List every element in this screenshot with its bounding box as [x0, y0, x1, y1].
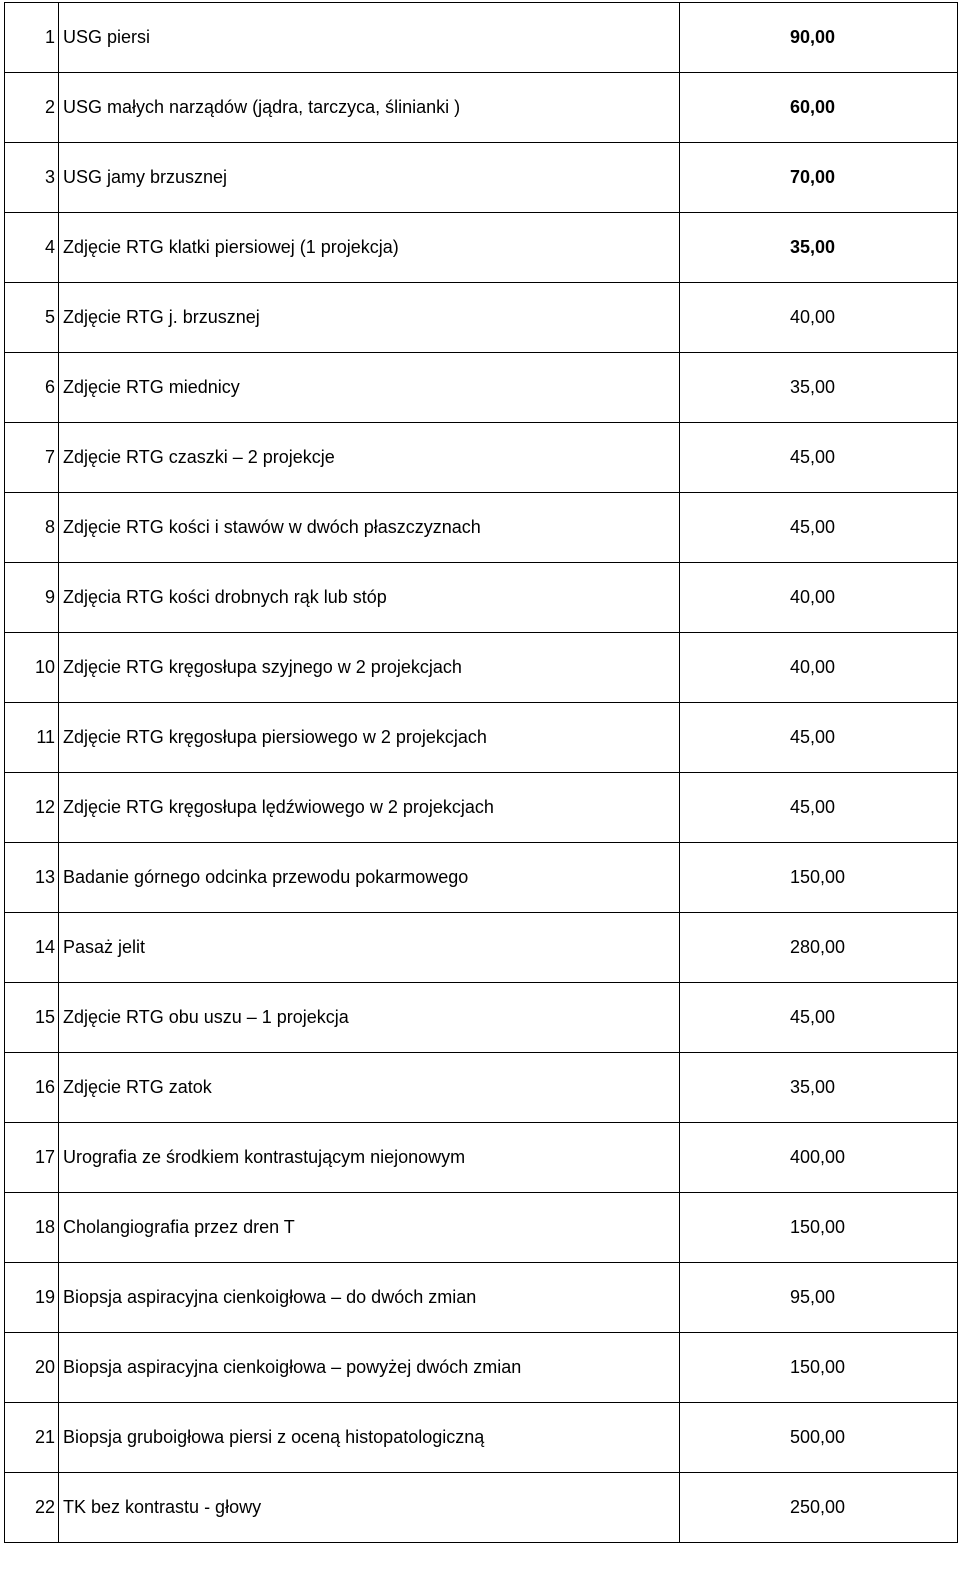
row-number: 11 — [5, 703, 59, 773]
row-number: 3 — [5, 143, 59, 213]
row-number: 14 — [5, 913, 59, 983]
row-number: 5 — [5, 283, 59, 353]
procedure-name: TK bez kontrastu - głowy — [59, 1473, 680, 1543]
procedure-price: 45,00 — [680, 773, 958, 843]
procedure-price: 35,00 — [680, 1053, 958, 1123]
procedure-name: Zdjęcie RTG zatok — [59, 1053, 680, 1123]
procedure-price: 45,00 — [680, 423, 958, 493]
procedure-price: 45,00 — [680, 703, 958, 773]
table-row — [5, 1123, 958, 1193]
procedure-price: 150,00 — [680, 1193, 958, 1263]
procedure-name: Zdjęcie RTG kości i stawów w dwóch płaszczyznach — [59, 493, 680, 563]
table-row — [5, 1333, 958, 1403]
row-number: 9 — [5, 563, 59, 633]
procedure-price: 45,00 — [680, 983, 958, 1053]
row-number: 10 — [5, 633, 59, 703]
procedure-price: 70,00 — [680, 143, 958, 213]
table-row — [5, 633, 958, 703]
procedure-price: 40,00 — [680, 283, 958, 353]
table-row — [5, 773, 958, 843]
procedure-name: Cholangiografia przez dren T — [59, 1193, 680, 1263]
procedure-price: 250,00 — [680, 1473, 958, 1543]
table-row — [5, 143, 958, 213]
row-number: 7 — [5, 423, 59, 493]
table-row — [5, 73, 958, 143]
table-row — [5, 283, 958, 353]
row-number: 18 — [5, 1193, 59, 1263]
procedure-name: Badanie górnego odcinka przewodu pokarmowego — [59, 843, 680, 913]
price-list-body — [5, 3, 958, 1543]
procedure-name: Zdjęcie RTG miednicy — [59, 353, 680, 423]
procedure-price: 150,00 — [680, 1333, 958, 1403]
row-number: 13 — [5, 843, 59, 913]
table-row — [5, 213, 958, 283]
procedure-name: Biopsja aspiracyjna cienkoigłowa – powyżej dwóch zmian — [59, 1333, 680, 1403]
table-row — [5, 843, 958, 913]
procedure-price: 40,00 — [680, 633, 958, 703]
row-number: 21 — [5, 1403, 59, 1473]
table-row — [5, 423, 958, 493]
row-number: 2 — [5, 73, 59, 143]
procedure-price: 500,00 — [680, 1403, 958, 1473]
row-number: 8 — [5, 493, 59, 563]
row-number: 20 — [5, 1333, 59, 1403]
procedure-name: Urografia ze środkiem kontrastującym niejonowym — [59, 1123, 680, 1193]
procedure-name: Zdjęcie RTG kręgosłupa piersiowego w 2 projekcjach — [59, 703, 680, 773]
procedure-name: Zdjęcie RTG obu uszu – 1 projekcja — [59, 983, 680, 1053]
procedure-name: Biopsja aspiracyjna cienkoigłowa – do dwóch zmian — [59, 1263, 680, 1333]
procedure-price: 45,00 — [680, 493, 958, 563]
procedure-name: Pasaż jelit — [59, 913, 680, 983]
procedure-name: Zdjęcie RTG kręgosłupa szyjnego w 2 projekcjach — [59, 633, 680, 703]
procedure-name: Zdjęcia RTG kości drobnych rąk lub stóp — [59, 563, 680, 633]
procedure-name: Zdjęcie RTG czaszki – 2 projekcje — [59, 423, 680, 493]
procedure-price: 280,00 — [680, 913, 958, 983]
row-number: 15 — [5, 983, 59, 1053]
price-list-table — [4, 2, 958, 1543]
procedure-price: 400,00 — [680, 1123, 958, 1193]
procedure-price: 40,00 — [680, 563, 958, 633]
table-row — [5, 1263, 958, 1333]
procedure-price: 35,00 — [680, 213, 958, 283]
procedure-name: Zdjęcie RTG j. brzusznej — [59, 283, 680, 353]
table-row — [5, 1193, 958, 1263]
row-number: 1 — [5, 3, 59, 73]
procedure-price: 60,00 — [680, 73, 958, 143]
row-number: 16 — [5, 1053, 59, 1123]
row-number: 6 — [5, 353, 59, 423]
row-number: 22 — [5, 1473, 59, 1543]
row-number: 4 — [5, 213, 59, 283]
table-row — [5, 1473, 958, 1543]
row-number: 19 — [5, 1263, 59, 1333]
table-row — [5, 983, 958, 1053]
table-row — [5, 1403, 958, 1473]
table-row — [5, 493, 958, 563]
procedure-name: USG piersi — [59, 3, 680, 73]
table-row — [5, 3, 958, 73]
procedure-price: 150,00 — [680, 843, 958, 913]
table-row — [5, 1053, 958, 1123]
procedure-price: 35,00 — [680, 353, 958, 423]
procedure-name: Biopsja gruboigłowa piersi z oceną histopatologiczną — [59, 1403, 680, 1473]
table-row — [5, 703, 958, 773]
procedure-name: USG małych narządów (jądra, tarczyca, ślinianki ) — [59, 73, 680, 143]
table-row — [5, 563, 958, 633]
row-number: 12 — [5, 773, 59, 843]
table-row — [5, 353, 958, 423]
row-number: 17 — [5, 1123, 59, 1193]
procedure-name: Zdjęcie RTG klatki piersiowej (1 projekcja) — [59, 213, 680, 283]
procedure-name: Zdjęcie RTG kręgosłupa lędźwiowego w 2 projekcjach — [59, 773, 680, 843]
procedure-name: USG jamy brzusznej — [59, 143, 680, 213]
procedure-price: 95,00 — [680, 1263, 958, 1333]
table-row — [5, 913, 958, 983]
procedure-price: 90,00 — [680, 3, 958, 73]
